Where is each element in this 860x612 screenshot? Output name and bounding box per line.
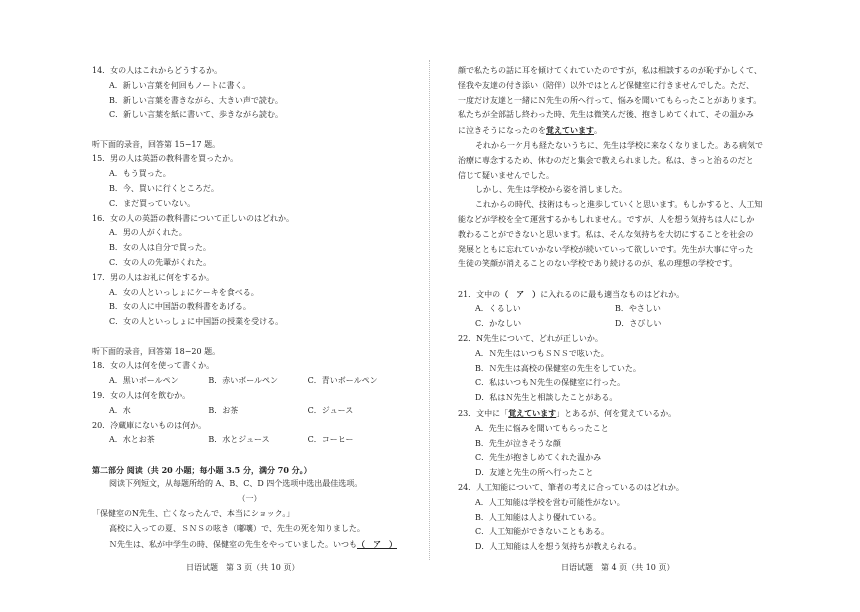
passage-line-15: 教わることができないと思います。私は、そんな気持ちを大切にすることを社会の: [458, 229, 754, 239]
page-3-footer: 日语试题 第 3 页（共 10 页）: [186, 563, 300, 572]
q24-option-d: D．人工知能は人を想う気持ちが教えられる。: [475, 542, 642, 552]
q16-option-b: B．女の人は自分で買った。: [109, 243, 211, 253]
q21-option-d: D．さびしい: [615, 319, 662, 329]
q20-options: [92, 433, 407, 448]
passage-line-13: これからの時代、技術はもっと進歩していくと思います。もしかすると、人工知: [475, 200, 763, 210]
passage-line-6: 一度だけ友達と一緒にＮ先生の所へ行って、悩みを聞いてもらったことがあります。: [458, 95, 762, 105]
passage-line-12: しかし、先生は学校から姿を消しました。: [475, 185, 627, 195]
passage-line-2: 高校に入っての夏、ＳＮＳの呟き（嘟嚷）で、先生の死を知りました。: [109, 523, 365, 533]
passage-line-16: 発展とともに忘れていかない学校が続いていって欲しいです。先生が大事に守った: [458, 244, 754, 254]
q17-option-b: B．女の人に中国語の教科書をあげる。: [109, 302, 251, 312]
q18-option-b: B．赤いボールペン: [208, 376, 279, 386]
q21-options-row-1: [458, 302, 776, 317]
passage-line-17: 生徒の笑顔が消えることのない学校であり続けるのが、私の理想の学校です。: [458, 259, 738, 269]
passage-text: 。: [594, 126, 602, 136]
spacer: [458, 272, 776, 287]
q19-option-b: B．お茶: [208, 405, 239, 415]
q21-option-a: A．くるしい: [475, 304, 521, 314]
passage-line-4: 顔で私たちの話に耳を傾けてくれていたのですが，私は相談するのが恥ずかしくて、: [458, 66, 762, 75]
passage-line-1: 「保健室のN先生、亡くなったんで、本当にショック。」: [92, 509, 295, 519]
instruction-18-20: 听下面的录音，回答第 18−20 题。: [92, 346, 221, 356]
q14-option-b: B．新しい言葉を書きながら、大きい声で読む。: [109, 95, 283, 105]
q22-option-d: D．私はＮ先生と相談したことがある。: [475, 393, 618, 403]
spacer: [92, 448, 407, 463]
underlined-phrase: 覚えています: [508, 408, 557, 419]
passage-line-3: [92, 537, 407, 553]
blank-a: （ ア ）: [357, 538, 397, 549]
q15-option-b: B．今、買いに行くところだ。: [109, 184, 219, 194]
stem-text: 23．文中に「: [458, 409, 509, 419]
q22-option-c: C．私はいつもＮ先生の保健室に行った。: [475, 378, 626, 388]
stem-text: 21．文中の: [458, 289, 501, 299]
page-3-content: [92, 64, 407, 552]
q20-option-a: A．水とお茶: [109, 435, 155, 445]
passage-line-10: 治療に専念するため、休むのだと集会で教えられました。私は、きっと治るのだと: [458, 155, 754, 165]
q19-option-a: A．水: [109, 405, 131, 415]
passage-line-8: [458, 123, 776, 139]
q23-option-a: A．先生に悩みを聞いてもらったこと: [475, 423, 609, 433]
q22-option-a: A．Ｎ先生はいつもＳＮＳで呟いた。: [475, 348, 609, 358]
passage-line-5: 怪我や友達の付き添い（陪伴）以外ではとんど保健室に行きませんでした。ただ、: [458, 80, 754, 90]
q14-option-c: C．新しい言葉を紙に書いて、歩きながら読む。: [109, 110, 283, 120]
passage-number: （一）: [237, 494, 262, 504]
question-24-stem: 24．人工知能について、筆者の考えに合っているのはどれか。: [458, 483, 684, 493]
spacer: [92, 123, 407, 138]
question-21-stem: [458, 287, 776, 303]
passage-line-14: 能などが学校を全て運営するかもしれません。ですが、人を想う気持ちは人にしか: [458, 214, 755, 224]
q18-option-a: A．黒いボールペン: [109, 376, 179, 386]
page-4-content: [458, 64, 776, 555]
q23-option-c: C．先生が抱きしめてくれた温かみ: [475, 453, 602, 463]
q15-option-a: A．もう買った。: [109, 169, 171, 179]
q16-option-c: C．女の人の先輩がくれた。: [109, 258, 212, 268]
q21-options-row-2: [458, 317, 776, 332]
question-18-stem: 18．女の人は何を使って書くか。: [92, 361, 215, 371]
q15-option-c: C．まだ買っていない。: [109, 198, 196, 208]
passage-line-9: それから一ケ月も経たないうちに、先生は学校に来なくなりました。ある病気で: [475, 140, 763, 150]
q24-option-b: B．人工知能は人より優れている。: [475, 512, 601, 522]
q18-options: [92, 374, 407, 389]
q20-option-b: B．水とジュース: [208, 435, 270, 445]
q16-option-a: A．男の人がくれた。: [109, 228, 187, 238]
passage-line-11: 信じて疑いませんでした。: [458, 170, 554, 180]
q24-option-c: C．人工知能ができないこともある。: [475, 527, 610, 537]
q17-option-a: A．女の人といっしょにケーキを食べる。: [109, 287, 259, 297]
instruction-15-17: 听下面的录音，回答第 15−17 题。: [92, 139, 221, 149]
question-23-stem: [458, 406, 776, 422]
underlined-phrase: 覚えています: [546, 125, 594, 136]
question-22-stem: 22．N先生について、どれが正しいか。: [458, 334, 603, 344]
question-15-stem: 15．男の人は英語の教科書を買ったか。: [92, 154, 239, 164]
question-20-stem: 20．冷蔵庫にないものは何か。: [92, 420, 207, 430]
q19-option-c: C．ジュース: [307, 405, 354, 415]
q21-option-c: C．かなしい: [475, 319, 522, 329]
passage-text: Ｎ先生は、私が中学生の時、保健室の先生をやっていました。いつも: [109, 539, 357, 549]
section-2-heading: 第二部分 阅读（共 20 小题；每小题 3.5 分，满分 70 分。）: [92, 464, 312, 475]
blank-a: （ ア ）: [500, 288, 541, 299]
stem-text: に入れるのに最も適当なものはどれか。: [540, 289, 685, 299]
question-14-stem: 14．女の人はこれからどうするか。: [92, 66, 223, 75]
section-2-instruction: 阅读下列短文，从每题所给的 A、B、C、D 四个选项中选出最佳选项。: [109, 479, 363, 489]
stem-text: 」とあるが、何を覚えているか。: [556, 409, 677, 419]
q20-option-c: C．コーヒー: [307, 435, 354, 445]
q23-option-d: D．友達と先生の所へ行ったこと: [475, 468, 594, 478]
q22-option-b: B．Ｎ先生は高校の保健室の先生をしていた。: [475, 363, 641, 373]
q14-option-a: A．新しい言葉を何回もノートに書く。: [109, 80, 251, 90]
question-19-stem: 19．女の人は何を飲むか。: [92, 390, 191, 400]
q21-option-b: B．やさしい: [615, 304, 661, 314]
question-16-stem: 16．女の人の英語の教科書について正しいのはどれか。: [92, 213, 295, 223]
spacer: [92, 330, 407, 345]
q23-option-b: B．先生が泣きそうな顔: [475, 438, 561, 448]
question-17-stem: 17．男の人はお礼に何をするか。: [92, 272, 215, 282]
q17-option-c: C．女の人といっしょに中国語の授業を受ける。: [109, 317, 284, 327]
passage-line-7: 私たちが全部話し終わった時、先生は微笑んだ後、抱きしめてくれて、その温かみ: [458, 110, 754, 120]
q19-options: [92, 404, 407, 419]
q24-option-a: A．人工知能は学校を営む可能性がない。: [475, 497, 625, 507]
page-4-footer: 日语试题 第 4 页（共 10 页）: [561, 563, 675, 572]
passage-text: に泣きそうになったのを: [458, 126, 546, 136]
q18-option-c: C．青いボールペン: [307, 376, 378, 386]
